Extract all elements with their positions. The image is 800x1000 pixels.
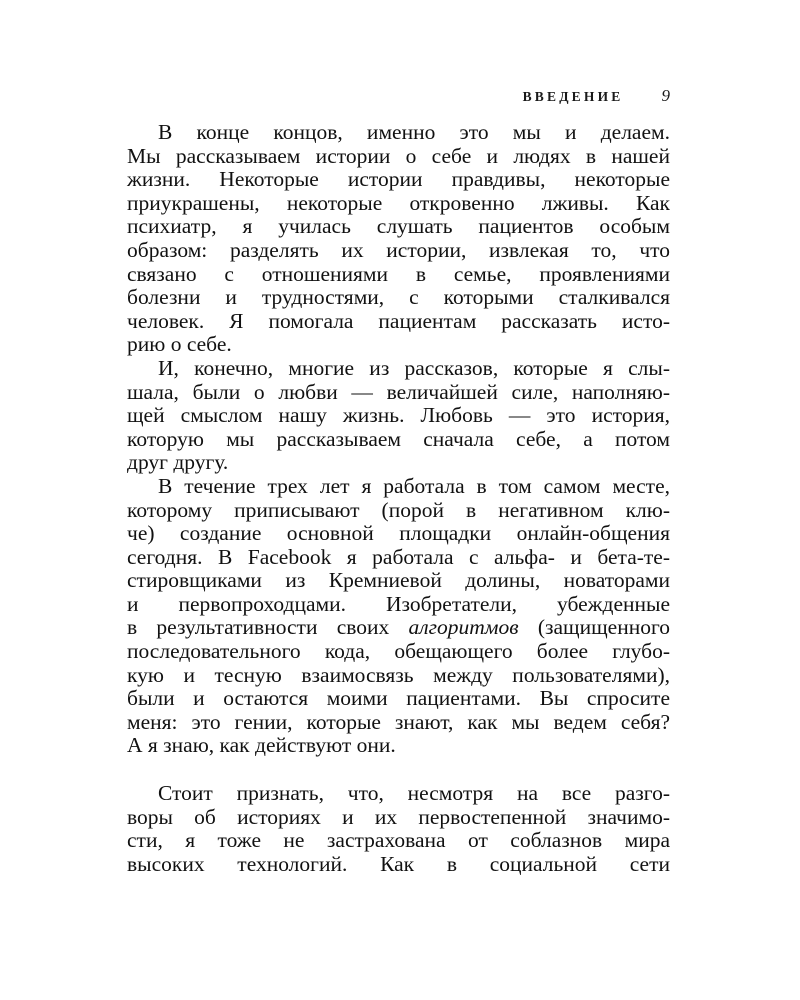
text-line: связано с отношениями в семье, проявлениями — [127, 261, 670, 286]
running-head — [500, 86, 670, 110]
text-line: образом: разделять их истории, извлекая то, что — [127, 237, 670, 262]
text-line: В конце концов, именно это мы и делаем. — [158, 120, 670, 144]
paragraph-3 — [96, 475, 670, 758]
text-line: сти, я тоже не застрахована от соблазнов мира — [127, 828, 670, 853]
text-line: жизни. Некоторые истории правдивы, некоторые — [127, 167, 670, 192]
text-line: воры об историях и их первостепенной значимо- — [127, 804, 670, 829]
body-text — [96, 121, 670, 876]
text-line: шала, были о любви — величайшей силе, наполняю- — [127, 379, 670, 404]
text-line: А я знаю, как действуют они. — [127, 733, 396, 758]
text-line-with-italic — [96, 616, 670, 640]
text-line: друг другу. — [127, 450, 229, 475]
text-line: болезни и трудностями, с которыми сталкивался — [127, 285, 670, 310]
text-line: человек. Я помогала пациентам рассказать исто- — [127, 308, 670, 333]
paragraph-2 — [96, 357, 670, 475]
text-line: Мы рассказываем истории о себе и людях в нашей — [127, 143, 670, 168]
paragraph-1 — [96, 121, 670, 357]
text-line: которому приписывают (порой в негативном клю- — [127, 497, 670, 522]
text-line: И, конечно, многие из рассказов, которые я слы- — [158, 355, 670, 380]
text-line: че) создание основной площадки онлайн-общения — [127, 521, 670, 546]
text-line: стировщиками из Кремниевой долины, новаторами — [127, 568, 670, 593]
text-segment: (защищенного — [518, 615, 670, 640]
text-line: были и остаются моими пациентами. Вы спросите — [127, 686, 670, 711]
text-line: В течение трех лет я работала в том самом месте, — [158, 473, 670, 498]
section-title: ВВЕДЕНИЕ — [522, 89, 624, 104]
page-number: 9 — [661, 86, 670, 105]
paragraph-4 — [96, 782, 670, 876]
text-line: Стоит признать, что, несмотря на все разго- — [158, 781, 670, 806]
text-line: и первопроходцами. Изобретатели, убежденные — [127, 591, 670, 616]
italic-term: алгоритмов — [408, 615, 519, 640]
text-line: которую мы рассказываем сначала себе, а потом — [127, 426, 670, 451]
text-line: последовательного кода, обещающего более глубо- — [127, 639, 670, 664]
text-line: сегодня. В Facebook я работала с альфа- и бета-те- — [127, 544, 670, 569]
text-line: щей смыслом нашу жизнь. Любовь — это история, — [127, 403, 670, 428]
text-line: меня: это гении, которые знают, как мы ведем себя? — [127, 709, 670, 734]
section-break — [96, 758, 670, 782]
text-line: приукрашены, некоторые откровенно лживы. Как — [127, 190, 670, 215]
text-segment: в результативности своих — [127, 615, 409, 640]
text-line: психиатр, я училась слушать пациентов особым — [127, 214, 670, 239]
text-line: высоких технологий. Как в социальной сети — [127, 851, 670, 876]
text-line: кую и тесную взаимосвязь между пользователями), — [127, 662, 670, 687]
text-line: рию о себе. — [127, 332, 232, 357]
